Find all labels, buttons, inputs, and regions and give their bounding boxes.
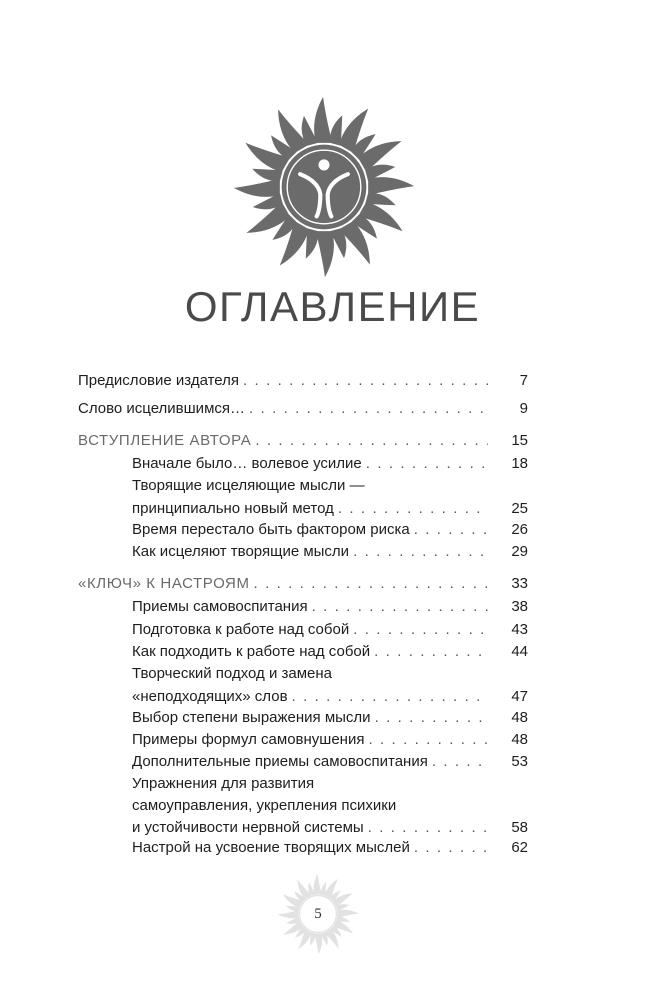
toc-entry-label: Дополнительные приемы самовоспитания	[132, 753, 428, 770]
sun-ray	[368, 177, 414, 195]
toc-page-number: 38	[511, 598, 528, 615]
dot-leader	[366, 454, 488, 474]
toc-entry-label: Подготовка к работе над собой	[132, 621, 350, 638]
toc-entry-label: ВСТУПЛЕНИЕ АВТОРА	[78, 432, 252, 449]
toc-page-number: 44	[511, 643, 528, 660]
dot-leader	[254, 574, 488, 594]
page-title: ОГЛАВЛЕНИЕ	[184, 283, 481, 330]
toc-page-number: 48	[511, 731, 528, 748]
toc-entry-label: «неподходящих» слов	[132, 688, 288, 705]
toc-page-number: 33	[511, 575, 528, 592]
dot-leader	[249, 399, 488, 419]
dot-leader	[353, 542, 488, 562]
toc-entry-label: Приемы самовоспитания	[132, 598, 308, 615]
toc-entry-label: Примеры формул самовнушения	[132, 731, 365, 748]
toc-entry[interactable]	[78, 620, 528, 640]
toc-entry[interactable]	[78, 399, 528, 419]
toc-entry[interactable]	[78, 708, 528, 728]
toc-entry-label: принципиально новый метод	[132, 500, 334, 517]
toc-entry[interactable]	[78, 642, 528, 662]
sun-ray	[314, 874, 322, 895]
toc-page-number: 25	[511, 500, 528, 517]
dot-leader	[292, 687, 488, 707]
toc-entry[interactable]	[78, 371, 528, 391]
toc-entry-label: Время перестало быть фактором риска	[132, 521, 410, 538]
toc-page-number: 7	[519, 372, 528, 389]
toc-page-number: 48	[511, 709, 528, 726]
toc-entry[interactable]	[78, 454, 528, 474]
toc-page-number: 62	[511, 839, 528, 856]
toc-entry-label: Предисловие издателя	[78, 372, 240, 389]
sun-ray	[316, 231, 334, 277]
sun-logo-icon	[232, 95, 416, 279]
toc-entry[interactable]	[78, 597, 528, 617]
toc-page-number: 26	[511, 521, 528, 538]
sun-ray	[314, 933, 322, 954]
toc-entry-label: Вначале было… волевое усилие	[132, 455, 362, 472]
toc-entry[interactable]	[78, 774, 528, 838]
toc-entry-label: Выбор степени выражения мысли	[132, 709, 371, 726]
page-number: 5	[314, 906, 322, 922]
toc-page-number: 53	[511, 753, 528, 770]
dot-leader	[338, 499, 488, 519]
toc-entry[interactable]	[78, 476, 528, 519]
toc-entry-label: Слово исцелившимся…	[78, 400, 245, 417]
toc-entry-label: «КЛЮЧ» К НАСТРОЯМ	[78, 575, 250, 592]
toc-entry-label: Настрой на усвоение творящих мыслей	[132, 839, 410, 856]
toc-entry-label: Как исцеляют творящие мысли	[132, 543, 350, 560]
toc-entry[interactable]	[78, 520, 528, 540]
dot-leader	[432, 752, 488, 772]
toc-page-number: 15	[511, 432, 528, 449]
dot-leader	[243, 371, 488, 391]
toc-entry-label-line: Творящие исцеляющие мысли —	[132, 477, 365, 494]
sun-ray	[234, 179, 280, 197]
toc-page-number: 9	[519, 400, 528, 417]
dot-leader	[375, 708, 488, 728]
toc-entry-label: и устойчивости нервной системы	[132, 819, 364, 836]
dot-leader	[255, 431, 488, 451]
toc-entry[interactable]	[78, 542, 528, 562]
toc-entry[interactable]	[78, 730, 528, 750]
dot-leader	[353, 620, 488, 640]
toc-entry-label: Как подходить к работе над собой	[132, 643, 371, 660]
dot-leader	[368, 818, 488, 838]
toc-entry-label-line: Творческий подход и замена	[132, 665, 333, 682]
dot-leader	[312, 597, 488, 617]
toc-page-number: 58	[511, 819, 528, 836]
dot-leader	[374, 642, 488, 662]
toc-entry[interactable]	[78, 664, 528, 707]
toc-page-number: 29	[511, 543, 528, 560]
toc-entry[interactable]	[78, 752, 528, 772]
toc-entry-label-line: самоуправления, укрепления психики	[132, 797, 397, 814]
toc-section-heading[interactable]	[78, 574, 528, 594]
dot-leader	[414, 838, 488, 858]
sun-ray	[314, 97, 332, 143]
dot-leader	[414, 520, 488, 540]
toc-entry[interactable]	[78, 838, 528, 858]
toc-section-heading[interactable]	[78, 431, 528, 451]
toc-page-number: 47	[511, 688, 528, 705]
dot-leader	[368, 730, 488, 750]
toc-page-number: 43	[511, 621, 528, 638]
toc-entry-label-line: Упражнения для развития	[132, 775, 315, 792]
toc-page-number: 18	[511, 455, 528, 472]
